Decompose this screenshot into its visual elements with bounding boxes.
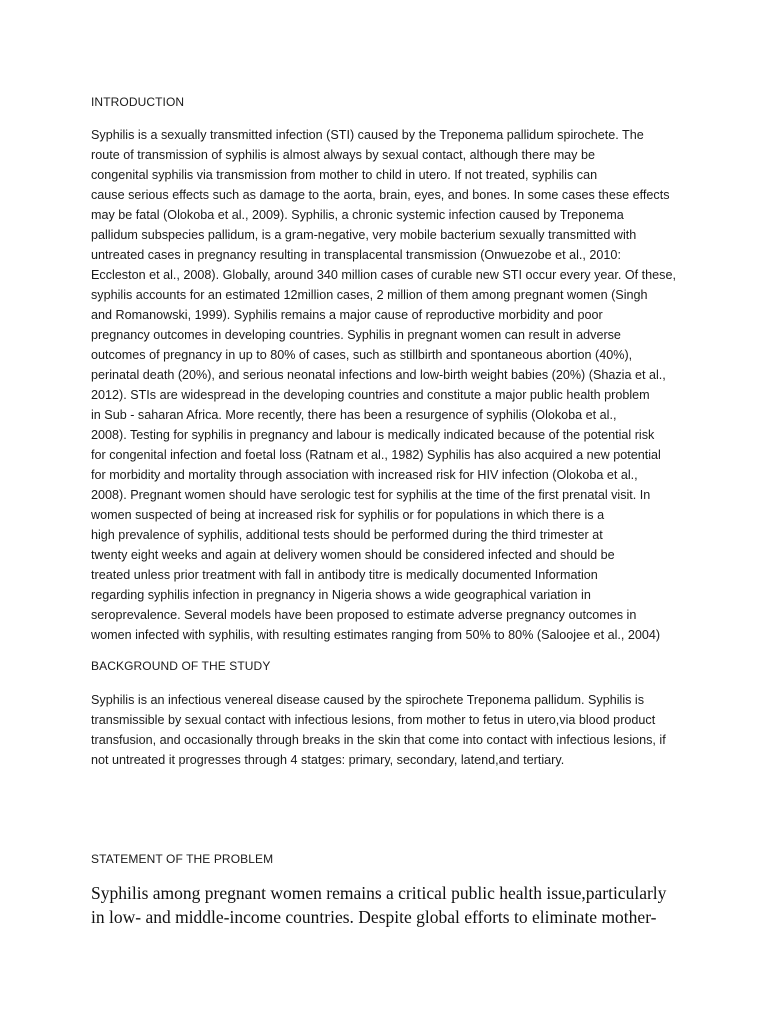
background-heading: BACKGROUND OF THE STUDY: [91, 659, 271, 673]
paragraph-line: route of transmission of syphilis is almost always by sexual contact, although there may be: [91, 148, 595, 162]
problem-heading: STATEMENT OF THE PROBLEM: [91, 852, 274, 866]
introduction-heading: INTRODUCTION: [91, 95, 185, 109]
paragraph-line: pregnancy outcomes in developing countries. Syphilis in pregnant women can result in adverse: [91, 328, 621, 342]
paragraph-line: in Sub - saharan Africa. More recently, there has been a resurgence of syphilis (Olokoba et al.,: [91, 408, 617, 422]
problem-paragraph: [91, 881, 666, 929]
paragraph-line: transfusion, and occasionally through breaks in the skin that come into contact with infectious lesions, if: [91, 733, 666, 747]
paragraph-line: twenty eight weeks and again at delivery women should be considered infected and should be: [91, 548, 615, 562]
paragraph-line: women suspected of being at increased risk for syphilis or for populations in which there is a: [91, 508, 605, 522]
paragraph-line: pallidum subspecies pallidum, is a gram-negative, very mobile bacterium sexually transmitted with: [91, 228, 637, 242]
introduction-paragraph: [91, 125, 676, 645]
paragraph-line: regarding syphilis infection in pregnancy in Nigeria shows a wide geographical variation in: [91, 588, 591, 602]
paragraph-line: for congenital infection and foetal loss (Ratnam et al., 1982) Syphilis has also acquired a new potential: [91, 448, 661, 462]
paragraph-line: Eccleston et al., 2008). Globally, around 340 million cases of curable new STI occur every year. Of these,: [91, 268, 676, 282]
paragraph-line: syphilis accounts for an estimated 12million cases, 2 million of them among pregnant women (Singh: [91, 288, 648, 302]
paragraph-line: may be fatal (Olokoba et al., 2009). Syphilis, a chronic systemic infection caused by Treponema: [91, 208, 624, 222]
paragraph-line: 2008). Pregnant women should have serologic test for syphilis at the time of the first prenatal visit. In: [91, 488, 651, 502]
paragraph-line: for morbidity and mortality through association with increased risk for HIV infection (Olokoba et al.,: [91, 468, 638, 482]
paragraph-line: transmissible by sexual contact with infectious lesions, from mother to fetus in utero,via blood product: [91, 713, 656, 727]
paragraph-line: outcomes of pregnancy in up to 80% of cases, such as stillbirth and spontaneous abortion (40%),: [91, 348, 633, 362]
paragraph-line: cause serious effects such as damage to the aorta, brain, eyes, and bones. In some cases these effects: [91, 188, 670, 202]
paragraph-line: 2008). Testing for syphilis in pregnancy and labour is medically indicated because of the potential risk: [91, 428, 655, 442]
paragraph-line: Syphilis is a sexually transmitted infection (STI) caused by the Treponema pallidum spirochete. The: [91, 128, 644, 142]
paragraph-line: 2012). STIs are widespread in the developing countries and constitute a major public health problem: [91, 388, 650, 402]
paragraph-line: not untreated it progresses through 4 statges: primary, secondary, latend,and tertiary.: [91, 753, 565, 767]
paragraph-line: and Romanowski, 1999). Syphilis remains a major cause of reproductive morbidity and poor: [91, 308, 603, 322]
background-paragraph: [91, 690, 666, 770]
paragraph-line: high prevalence of syphilis, additional tests should be performed during the third trimester at: [91, 528, 603, 542]
paragraph-line: perinatal death (20%), and serious neonatal infections and low-birth weight babies (20%) (Shazia et al.,: [91, 368, 666, 382]
paragraph-line: women infected with syphilis, with resulting estimates ranging from 50% to 80% (Saloojee et al., 2004): [91, 628, 661, 642]
paragraph-line: Syphilis is an infectious venereal disease caused by the spirochete Treponema pallidum. Syphilis is: [91, 693, 645, 707]
paragraph-line: seroprevalence. Several models have been proposed to estimate adverse pregnancy outcomes in: [91, 608, 637, 622]
paragraph-line: treated unless prior treatment with fall in antibody titre is medically documented Information: [91, 568, 598, 582]
paragraph-line: untreated cases in pregnancy resulting in transplacental transmission (Onwuezobe et al., 2010:: [91, 248, 621, 262]
paragraph-line: in low- and middle-income countries. Despite global efforts to eliminate mother-: [91, 907, 657, 927]
paragraph-line: congenital syphilis via transmission from mother to child in utero. If not treated, syphilis can: [91, 168, 598, 182]
paragraph-line: Syphilis among pregnant women remains a critical public health issue,particularly: [91, 883, 667, 903]
